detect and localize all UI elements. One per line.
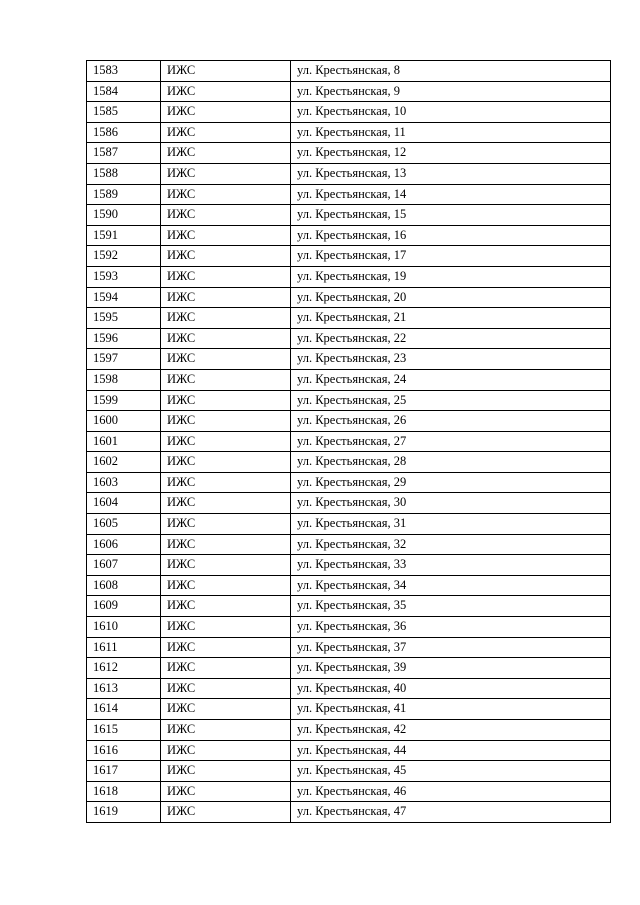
table-row <box>87 720 611 741</box>
development-type-cell: ИЖС <box>161 163 291 184</box>
row-number-cell: 1619 <box>87 802 161 823</box>
row-number-cell: 1612 <box>87 658 161 679</box>
table-row <box>87 452 611 473</box>
table-row <box>87 699 611 720</box>
address-cell: ул. Крестьянская, 30 <box>291 493 611 514</box>
table-row <box>87 163 611 184</box>
table-row <box>87 761 611 782</box>
row-number-cell: 1594 <box>87 287 161 308</box>
row-number-cell: 1611 <box>87 637 161 658</box>
table-row <box>87 61 611 82</box>
row-number-cell: 1605 <box>87 514 161 535</box>
development-type-cell: ИЖС <box>161 699 291 720</box>
address-cell: ул. Крестьянская, 12 <box>291 143 611 164</box>
address-cell: ул. Крестьянская, 14 <box>291 184 611 205</box>
table-row <box>87 81 611 102</box>
address-cell: ул. Крестьянская, 20 <box>291 287 611 308</box>
row-number-cell: 1590 <box>87 205 161 226</box>
development-type-cell: ИЖС <box>161 61 291 82</box>
development-type-cell: ИЖС <box>161 369 291 390</box>
address-cell: ул. Крестьянская, 19 <box>291 266 611 287</box>
address-cell: ул. Крестьянская, 25 <box>291 390 611 411</box>
address-cell: ул. Крестьянская, 35 <box>291 596 611 617</box>
row-number-cell: 1604 <box>87 493 161 514</box>
address-cell: ул. Крестьянская, 9 <box>291 81 611 102</box>
development-type-cell: ИЖС <box>161 781 291 802</box>
address-cell: ул. Крестьянская, 10 <box>291 102 611 123</box>
address-cell: ул. Крестьянская, 13 <box>291 163 611 184</box>
address-cell: ул. Крестьянская, 44 <box>291 740 611 761</box>
address-registry-table <box>86 60 611 823</box>
row-number-cell: 1614 <box>87 699 161 720</box>
address-cell: ул. Крестьянская, 24 <box>291 369 611 390</box>
development-type-cell: ИЖС <box>161 266 291 287</box>
address-cell: ул. Крестьянская, 21 <box>291 308 611 329</box>
development-type-cell: ИЖС <box>161 720 291 741</box>
development-type-cell: ИЖС <box>161 493 291 514</box>
row-number-cell: 1598 <box>87 369 161 390</box>
row-number-cell: 1606 <box>87 534 161 555</box>
address-cell: ул. Крестьянская, 41 <box>291 699 611 720</box>
address-cell: ул. Крестьянская, 22 <box>291 328 611 349</box>
development-type-cell: ИЖС <box>161 349 291 370</box>
development-type-cell: ИЖС <box>161 452 291 473</box>
row-number-cell: 1615 <box>87 720 161 741</box>
table-row <box>87 493 611 514</box>
row-number-cell: 1596 <box>87 328 161 349</box>
address-cell: ул. Крестьянская, 31 <box>291 514 611 535</box>
row-number-cell: 1616 <box>87 740 161 761</box>
table-row <box>87 184 611 205</box>
development-type-cell: ИЖС <box>161 534 291 555</box>
row-number-cell: 1609 <box>87 596 161 617</box>
table-row <box>87 575 611 596</box>
table-row <box>87 225 611 246</box>
row-number-cell: 1613 <box>87 678 161 699</box>
table-row <box>87 802 611 823</box>
address-cell: ул. Крестьянская, 17 <box>291 246 611 267</box>
table-row <box>87 266 611 287</box>
development-type-cell: ИЖС <box>161 390 291 411</box>
row-number-cell: 1591 <box>87 225 161 246</box>
address-cell: ул. Крестьянская, 40 <box>291 678 611 699</box>
row-number-cell: 1601 <box>87 431 161 452</box>
table-row <box>87 246 611 267</box>
table-row <box>87 328 611 349</box>
row-number-cell: 1593 <box>87 266 161 287</box>
development-type-cell: ИЖС <box>161 122 291 143</box>
table-row <box>87 369 611 390</box>
row-number-cell: 1607 <box>87 555 161 576</box>
table-row <box>87 781 611 802</box>
development-type-cell: ИЖС <box>161 575 291 596</box>
row-number-cell: 1608 <box>87 575 161 596</box>
development-type-cell: ИЖС <box>161 81 291 102</box>
development-type-cell: ИЖС <box>161 678 291 699</box>
table-row <box>87 205 611 226</box>
development-type-cell: ИЖС <box>161 287 291 308</box>
development-type-cell: ИЖС <box>161 308 291 329</box>
table-row <box>87 740 611 761</box>
row-number-cell: 1584 <box>87 81 161 102</box>
development-type-cell: ИЖС <box>161 617 291 638</box>
row-number-cell: 1618 <box>87 781 161 802</box>
registry-table-body <box>87 61 611 823</box>
address-cell: ул. Крестьянская, 34 <box>291 575 611 596</box>
address-cell: ул. Крестьянская, 32 <box>291 534 611 555</box>
development-type-cell: ИЖС <box>161 637 291 658</box>
address-cell: ул. Крестьянская, 36 <box>291 617 611 638</box>
table-row <box>87 349 611 370</box>
development-type-cell: ИЖС <box>161 184 291 205</box>
address-cell: ул. Крестьянская, 16 <box>291 225 611 246</box>
address-cell: ул. Крестьянская, 27 <box>291 431 611 452</box>
table-row <box>87 637 611 658</box>
address-cell: ул. Крестьянская, 47 <box>291 802 611 823</box>
address-cell: ул. Крестьянская, 11 <box>291 122 611 143</box>
development-type-cell: ИЖС <box>161 761 291 782</box>
development-type-cell: ИЖС <box>161 328 291 349</box>
row-number-cell: 1585 <box>87 102 161 123</box>
row-number-cell: 1602 <box>87 452 161 473</box>
address-cell: ул. Крестьянская, 46 <box>291 781 611 802</box>
table-row <box>87 308 611 329</box>
table-row <box>87 658 611 679</box>
row-number-cell: 1595 <box>87 308 161 329</box>
table-row <box>87 143 611 164</box>
address-cell: ул. Крестьянская, 28 <box>291 452 611 473</box>
table-row <box>87 411 611 432</box>
table-row <box>87 617 611 638</box>
table-row <box>87 514 611 535</box>
table-row <box>87 287 611 308</box>
address-cell: ул. Крестьянская, 23 <box>291 349 611 370</box>
table-row <box>87 555 611 576</box>
development-type-cell: ИЖС <box>161 431 291 452</box>
address-cell: ул. Крестьянская, 29 <box>291 472 611 493</box>
address-cell: ул. Крестьянская, 39 <box>291 658 611 679</box>
development-type-cell: ИЖС <box>161 514 291 535</box>
table-row <box>87 596 611 617</box>
development-type-cell: ИЖС <box>161 740 291 761</box>
row-number-cell: 1589 <box>87 184 161 205</box>
row-number-cell: 1586 <box>87 122 161 143</box>
development-type-cell: ИЖС <box>161 472 291 493</box>
row-number-cell: 1603 <box>87 472 161 493</box>
table-row <box>87 678 611 699</box>
development-type-cell: ИЖС <box>161 143 291 164</box>
table-row <box>87 534 611 555</box>
development-type-cell: ИЖС <box>161 555 291 576</box>
development-type-cell: ИЖС <box>161 802 291 823</box>
table-row <box>87 122 611 143</box>
development-type-cell: ИЖС <box>161 411 291 432</box>
address-cell: ул. Крестьянская, 45 <box>291 761 611 782</box>
development-type-cell: ИЖС <box>161 225 291 246</box>
row-number-cell: 1599 <box>87 390 161 411</box>
row-number-cell: 1617 <box>87 761 161 782</box>
development-type-cell: ИЖС <box>161 246 291 267</box>
row-number-cell: 1592 <box>87 246 161 267</box>
development-type-cell: ИЖС <box>161 596 291 617</box>
address-cell: ул. Крестьянская, 37 <box>291 637 611 658</box>
address-cell: ул. Крестьянская, 33 <box>291 555 611 576</box>
address-cell: ул. Крестьянская, 26 <box>291 411 611 432</box>
development-type-cell: ИЖС <box>161 205 291 226</box>
table-row <box>87 472 611 493</box>
development-type-cell: ИЖС <box>161 658 291 679</box>
table-row <box>87 390 611 411</box>
row-number-cell: 1610 <box>87 617 161 638</box>
development-type-cell: ИЖС <box>161 102 291 123</box>
address-cell: ул. Крестьянская, 8 <box>291 61 611 82</box>
table-row <box>87 431 611 452</box>
address-cell: ул. Крестьянская, 15 <box>291 205 611 226</box>
table-row <box>87 102 611 123</box>
row-number-cell: 1600 <box>87 411 161 432</box>
row-number-cell: 1597 <box>87 349 161 370</box>
row-number-cell: 1588 <box>87 163 161 184</box>
row-number-cell: 1583 <box>87 61 161 82</box>
row-number-cell: 1587 <box>87 143 161 164</box>
address-cell: ул. Крестьянская, 42 <box>291 720 611 741</box>
